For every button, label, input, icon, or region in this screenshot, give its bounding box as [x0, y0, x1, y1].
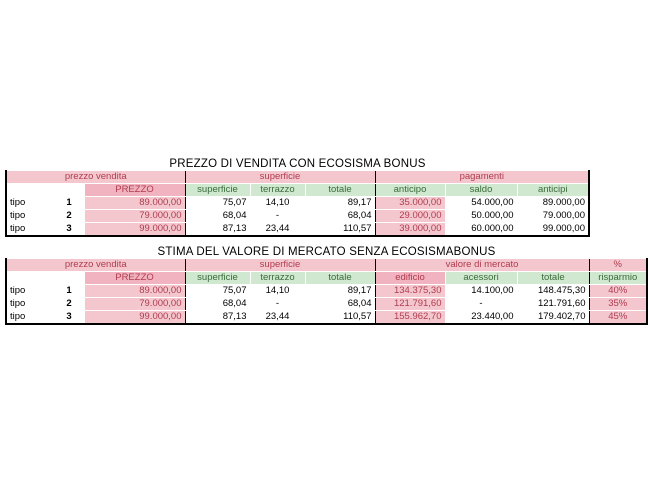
table-row [6, 223, 589, 237]
cell-accessori: - [445, 298, 517, 311]
header-valore-di-mercato: valore di mercato [375, 259, 589, 272]
table-row [6, 298, 647, 311]
cell-accessori: 23.440,00 [445, 311, 517, 325]
row-number: 1 [54, 285, 84, 298]
cell-anticipi: 89.000,00 [517, 197, 589, 210]
header-percent: % [589, 259, 647, 272]
table-row [6, 311, 647, 325]
subheader-saldo: saldo [445, 184, 517, 197]
cell-prezzo: 79.000,00 [84, 210, 185, 223]
subheader-terrazzo: terrazzo [250, 184, 305, 197]
subheader-superficie: superficie [185, 272, 250, 285]
subheader-totale-valore: totale [517, 272, 589, 285]
cell-terrazzo: 14,10 [250, 197, 305, 210]
cell-superficie: 68,04 [185, 298, 250, 311]
row-number: 2 [54, 210, 84, 223]
table-row [6, 197, 589, 210]
cell-superficie: 68,04 [185, 210, 250, 223]
subheader-risparmio: risparmio [589, 272, 647, 285]
cell-totale: 68,04 [305, 298, 375, 311]
cell-saldo: 50.000,00 [445, 210, 517, 223]
cell-prezzo: 99.000,00 [84, 223, 185, 237]
cell-superficie: 75,07 [185, 197, 250, 210]
cell-totale-valore: 179.402,70 [517, 311, 589, 325]
cell-totale: 89,17 [305, 285, 375, 298]
subheader-accessori: acessori [445, 272, 517, 285]
row-number: 3 [54, 311, 84, 325]
row-label: tipo [6, 223, 54, 237]
subheader-anticipi: anticipi [517, 184, 589, 197]
cell-accessori: 14.100,00 [445, 285, 517, 298]
cell-totale-valore: 121.791,60 [517, 298, 589, 311]
cell-superficie: 75,07 [185, 285, 250, 298]
cell-anticipo: 35.000,00 [375, 197, 445, 210]
cell-terrazzo: 14,10 [250, 285, 305, 298]
table2-title: STIMA DEL VALORE DI MERCATO SENZA ECOSISMABONUS [6, 246, 647, 259]
table-stima-valore [5, 245, 648, 325]
cell-totale: 110,57 [305, 223, 375, 237]
subheader-totale: totale [305, 272, 375, 285]
cell-anticipo: 29.000,00 [375, 210, 445, 223]
header-pagamenti: pagamenti [375, 171, 589, 184]
table-row [6, 210, 589, 223]
header-prezzo-vendita: prezzo vendita [6, 259, 185, 272]
cell-terrazzo: - [250, 298, 305, 311]
table-prezzo-vendita [5, 157, 590, 237]
cell-prezzo: 99.000,00 [84, 311, 185, 325]
cell-totale-valore: 148.475,30 [517, 285, 589, 298]
cell-saldo: 54.000,00 [445, 197, 517, 210]
cell-prezzo: 89.000,00 [84, 197, 185, 210]
cell-edificio: 134.375,30 [375, 285, 445, 298]
subheader-terrazzo: terrazzo [250, 272, 305, 285]
row-number: 1 [54, 197, 84, 210]
row-label: tipo [6, 210, 54, 223]
cell-superficie: 87,13 [185, 311, 250, 325]
cell-terrazzo: 23,44 [250, 311, 305, 325]
subheader-prezzo: PREZZO [84, 184, 185, 197]
row-label: tipo [6, 197, 54, 210]
cell-anticipo: 39.000,00 [375, 223, 445, 237]
empty-cell [6, 184, 84, 197]
cell-risparmio: 35% [589, 298, 647, 311]
empty-cell [6, 272, 84, 285]
header-prezzo-vendita: prezzo vendita [6, 171, 185, 184]
cell-terrazzo: - [250, 210, 305, 223]
subheader-prezzo: PREZZO [84, 272, 185, 285]
cell-terrazzo: 23,44 [250, 223, 305, 237]
cell-saldo: 60.000,00 [445, 223, 517, 237]
cell-totale: 110,57 [305, 311, 375, 325]
cell-anticipi: 99.000,00 [517, 223, 589, 237]
cell-edificio: 121.791,60 [375, 298, 445, 311]
row-number: 2 [54, 298, 84, 311]
cell-superficie: 87,13 [185, 223, 250, 237]
header-superficie: superficie [185, 259, 375, 272]
subheader-superficie: superficie [185, 184, 250, 197]
cell-risparmio: 40% [589, 285, 647, 298]
header-superficie: superficie [185, 171, 375, 184]
cell-prezzo: 79.000,00 [84, 298, 185, 311]
cell-anticipi: 79.000,00 [517, 210, 589, 223]
cell-edificio: 155.962,70 [375, 311, 445, 325]
table-row [6, 285, 647, 298]
row-label: tipo [6, 285, 54, 298]
row-label: tipo [6, 311, 54, 325]
subheader-anticipo: anticipo [375, 184, 445, 197]
cell-totale: 68,04 [305, 210, 375, 223]
row-label: tipo [6, 298, 54, 311]
cell-prezzo: 89.000,00 [84, 285, 185, 298]
cell-risparmio: 45% [589, 311, 647, 325]
subheader-totale: totale [305, 184, 375, 197]
table1-title: PREZZO DI VENDITA CON ECOSISMA BONUS [6, 158, 589, 171]
cell-totale: 89,17 [305, 197, 375, 210]
subheader-edificio: edificio [375, 272, 445, 285]
row-number: 3 [54, 223, 84, 237]
